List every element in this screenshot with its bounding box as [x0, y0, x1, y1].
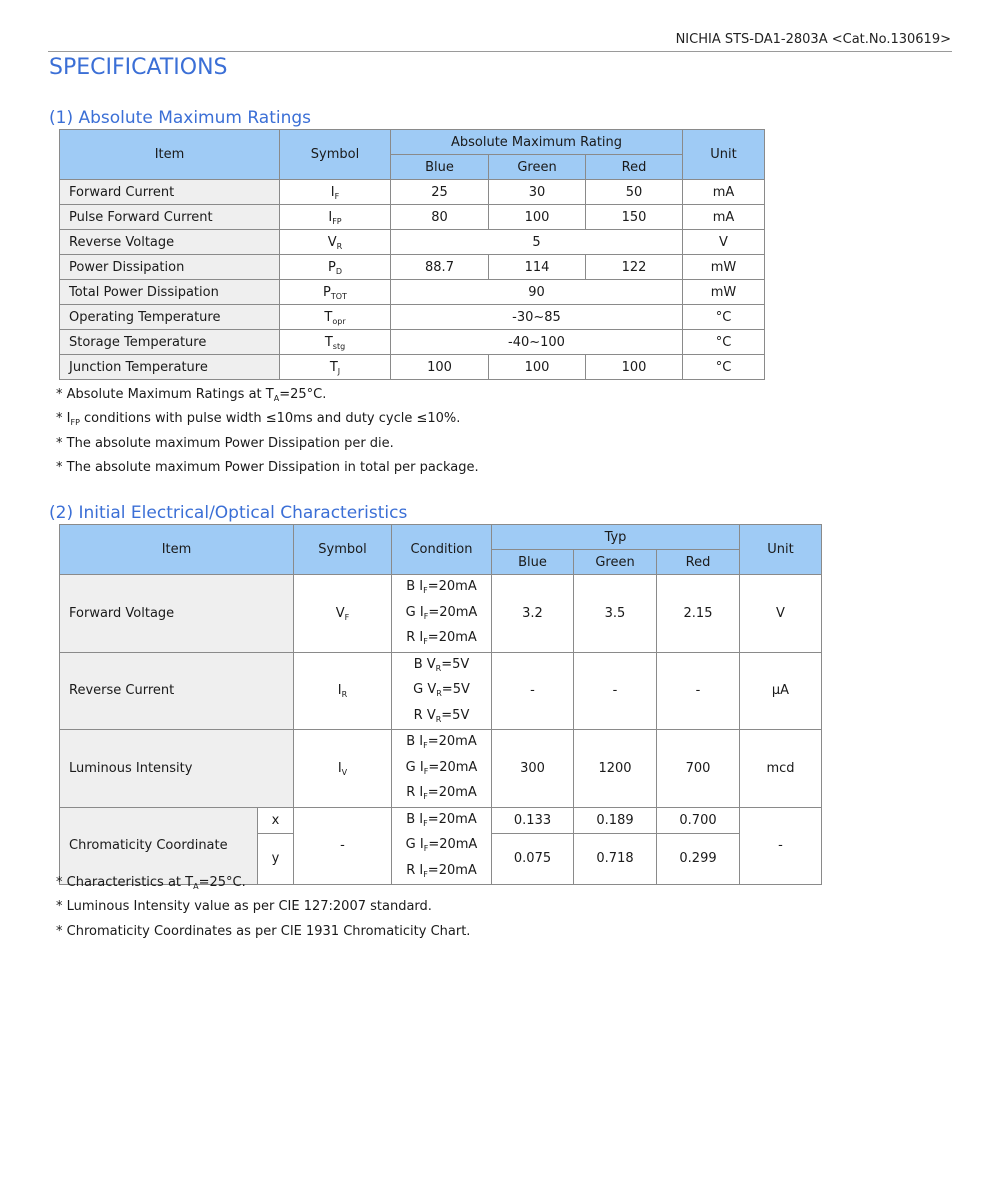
symbol-cell: $I_F$: [280, 180, 391, 205]
table-row: [60, 205, 765, 230]
header-blue: Blue: [492, 550, 574, 575]
unit-cell: mA: [683, 205, 765, 230]
value-blue: 3.2: [492, 575, 574, 653]
note-ambient-temp: * Characteristics at $T_A=25^\circ C$.: [56, 875, 246, 891]
header-red: Red: [657, 550, 740, 575]
coord-x-label: x: [258, 807, 294, 833]
table-row: [60, 255, 765, 280]
value-all-colors: 90: [391, 280, 683, 305]
value-y-green: 0.718: [574, 833, 657, 884]
unit-cell: °C: [683, 305, 765, 330]
note-luminous-standard: * Luminous Intensity value as per CIE 127:2007 standard.: [56, 899, 432, 915]
header-symbol: Symbol: [280, 130, 391, 180]
unit-cell: mA: [683, 180, 765, 205]
value-blue: 88.7: [391, 255, 489, 280]
table-row: [60, 355, 765, 380]
unit-cell: μA: [740, 652, 822, 730]
condition-cell: B $I_F=20mA$ G $I_F=20mA$ R $I_F=20mA$: [392, 807, 492, 885]
header-green: Green: [489, 155, 586, 180]
value-all-colors: 5: [391, 230, 683, 255]
table-row: [60, 280, 765, 305]
note-chromaticity-chart: * Chromaticity Coordinates as per CIE 1931 Chromaticity Chart.: [56, 923, 471, 939]
unit-cell: V: [683, 230, 765, 255]
row-label: Pulse Forward Current: [60, 205, 280, 230]
note-power-total: * The absolute maximum Power Dissipation in total per package.: [56, 459, 479, 475]
electrical-optical-notes: [56, 871, 470, 944]
symbol-cell: $T_J$: [280, 355, 391, 380]
value-green: 100: [489, 205, 586, 230]
table-row: [60, 807, 822, 833]
header-green: Green: [574, 550, 657, 575]
header-divider: [48, 51, 952, 52]
row-label: Storage Temperature: [60, 330, 280, 355]
unit-cell: °C: [683, 355, 765, 380]
header-symbol: Symbol: [294, 525, 392, 575]
value-green: 100: [489, 355, 586, 380]
row-label: Reverse Current: [60, 652, 294, 730]
row-label: Forward Current: [60, 180, 280, 205]
value-red: 122: [586, 255, 683, 280]
row-label: Luminous Intensity: [60, 730, 294, 808]
page-title: SPECIFICATIONS: [49, 55, 228, 80]
unit-cell: -: [740, 807, 822, 885]
value-blue: -: [492, 652, 574, 730]
header-unit: Unit: [740, 525, 822, 575]
value-red: 2.15: [657, 575, 740, 653]
symbol-cell: $I_R$: [294, 652, 392, 730]
header-item: Item: [60, 525, 294, 575]
value-blue: 25: [391, 180, 489, 205]
value-blue: 100: [391, 355, 489, 380]
row-label: Total Power Dissipation: [60, 280, 280, 305]
symbol-cell: $T_{opr}$: [280, 305, 391, 330]
symbol-cell: $V_R$: [280, 230, 391, 255]
symbol-cell: $P_D$: [280, 255, 391, 280]
symbol-cell: $T_{stg}$: [280, 330, 391, 355]
header-item: Item: [60, 130, 280, 180]
header-blue: Blue: [391, 155, 489, 180]
symbol-cell: $V_F$: [294, 575, 392, 653]
value-all-colors: -30~85: [391, 305, 683, 330]
header-unit: Unit: [683, 130, 765, 180]
condition-cell: B $I_F=20mA$ G $I_F=20mA$ R $I_F=20mA$: [392, 575, 492, 653]
table-row: [60, 575, 822, 653]
coord-y-label: y: [258, 833, 294, 884]
absolute-max-ratings-table: [59, 129, 765, 380]
row-label: Forward Voltage: [60, 575, 294, 653]
note-ambient-temp: * Absolute Maximum Ratings at $T_A=25^\circ C$.: [56, 387, 327, 403]
value-blue: 80: [391, 205, 489, 230]
row-label: Reverse Voltage: [60, 230, 280, 255]
section-title-absolute-max: (1) Absolute Maximum Ratings: [49, 108, 312, 128]
value-green: -: [574, 652, 657, 730]
row-label: Power Dissipation: [60, 255, 280, 280]
value-x-green: 0.189: [574, 807, 657, 833]
header-condition: Condition: [392, 525, 492, 575]
value-red: 150: [586, 205, 683, 230]
row-label: Chromaticity Coordinate: [60, 807, 258, 885]
document-reference: NICHIA STS-DA1-2803A <Cat.No.130619>: [675, 32, 951, 47]
condition-cell: B $I_F=20mA$ G $I_F=20mA$ R $I_F=20mA$: [392, 730, 492, 808]
table-row: [60, 305, 765, 330]
unit-cell: mcd: [740, 730, 822, 808]
note-power-per-die: * The absolute maximum Power Dissipation per die.: [56, 435, 394, 451]
symbol-cell: -: [294, 807, 392, 885]
header-red: Red: [586, 155, 683, 180]
symbol-cell: $I_V$: [294, 730, 392, 808]
electrical-optical-table: [59, 524, 822, 885]
value-x-red: 0.700: [657, 807, 740, 833]
value-red: -: [657, 652, 740, 730]
value-y-red: 0.299: [657, 833, 740, 884]
absolute-max-notes: [56, 383, 479, 480]
header-rating-group: Absolute Maximum Rating: [391, 130, 683, 155]
table-row: [60, 730, 822, 808]
symbol-cell: $I_{FP}$: [280, 205, 391, 230]
value-green: 3.5: [574, 575, 657, 653]
value-red: 50: [586, 180, 683, 205]
value-x-blue: 0.133: [492, 807, 574, 833]
section-title-electrical-optical: (2) Initial Electrical/Optical Characteristics: [49, 503, 408, 523]
unit-cell: mW: [683, 280, 765, 305]
value-red: 700: [657, 730, 740, 808]
condition-cell: B $V_R=5V$ G $V_R=5V$ R $V_R=5V$: [392, 652, 492, 730]
note-pulse-conditions: * $I_{FP}$ conditions with pulse width ≤10ms and duty cycle ≤10%.: [56, 411, 461, 428]
row-label: Junction Temperature: [60, 355, 280, 380]
table-row: [60, 230, 765, 255]
value-green: 114: [489, 255, 586, 280]
value-red: 100: [586, 355, 683, 380]
table-row: [60, 652, 822, 730]
value-y-blue: 0.075: [492, 833, 574, 884]
value-blue: 300: [492, 730, 574, 808]
unit-cell: V: [740, 575, 822, 653]
header-typ-group: Typ: [492, 525, 740, 550]
value-green: 1200: [574, 730, 657, 808]
symbol-cell: $P_{TOT}$: [280, 280, 391, 305]
unit-cell: °C: [683, 330, 765, 355]
value-green: 30: [489, 180, 586, 205]
row-label: Operating Temperature: [60, 305, 280, 330]
unit-cell: mW: [683, 255, 765, 280]
table-row: [60, 330, 765, 355]
table-row: [60, 180, 765, 205]
value-all-colors: -40~100: [391, 330, 683, 355]
